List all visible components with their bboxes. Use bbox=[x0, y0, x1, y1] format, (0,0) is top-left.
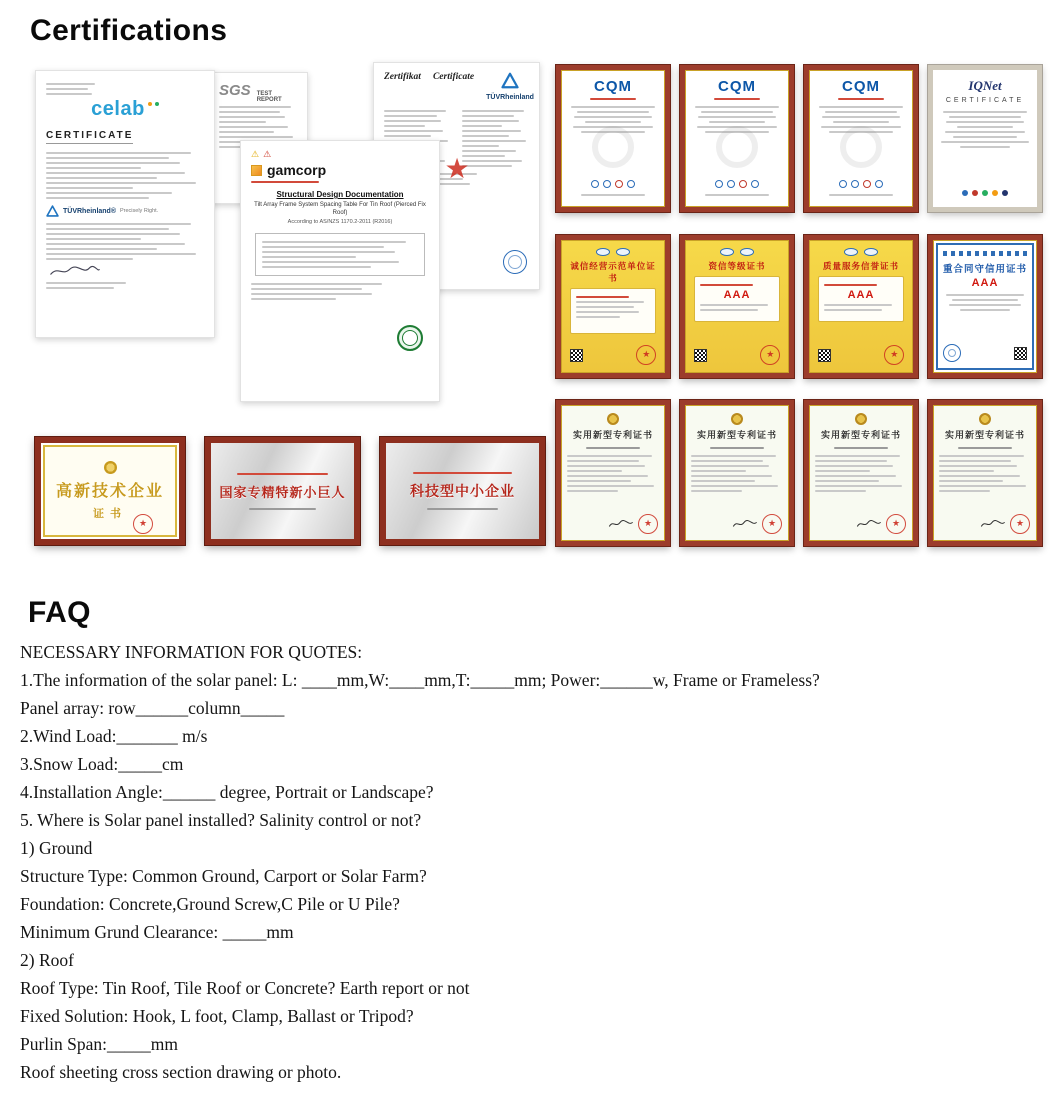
faq-line: 4.Installation Angle:______ degree, Portrait or Landscape? bbox=[20, 782, 434, 802]
certificate-cqm-1 bbox=[556, 65, 670, 212]
logo-dot-icon bbox=[603, 180, 611, 188]
round-stamp-icon bbox=[943, 344, 961, 362]
logo-oval-icon bbox=[740, 248, 754, 256]
qr-code bbox=[1014, 347, 1027, 360]
gamcorp-logo-text: gamcorp bbox=[267, 162, 327, 178]
celab-logo-text: celab bbox=[91, 98, 145, 120]
faq-line: Fixed Solution: Hook, L foot, Clamp, Ballast or Tripod? bbox=[20, 1006, 414, 1026]
text-line bbox=[586, 447, 639, 449]
sgs-logo: SGS bbox=[219, 82, 251, 99]
text-line bbox=[838, 98, 884, 100]
tuv-brand-row bbox=[46, 205, 204, 217]
logo-dot-icon bbox=[727, 180, 735, 188]
aaa-rating: AAA bbox=[723, 289, 751, 301]
cert-patent-2 bbox=[680, 400, 794, 546]
eco-certification-stamp-icon bbox=[397, 325, 423, 351]
tuv-tagline: Precisely Right. bbox=[120, 208, 159, 214]
issuer-logos bbox=[841, 248, 881, 256]
faq-line: Minimum Grund Clearance: _____mm bbox=[20, 922, 294, 942]
logo-dot-icon bbox=[627, 180, 635, 188]
iqnet-logo: IQNet bbox=[968, 78, 1002, 93]
gold-emblem-icon bbox=[104, 461, 117, 474]
faq-line: 2) Roof bbox=[20, 950, 74, 970]
patent-title: 实用新型专利证书 bbox=[820, 430, 901, 440]
round-stamp-icon bbox=[503, 250, 527, 274]
faq-line: Purlin Span:_____mm bbox=[20, 1034, 178, 1054]
red-seal-icon bbox=[638, 514, 658, 534]
red-seal-icon bbox=[886, 514, 906, 534]
national-emblem-icon bbox=[607, 413, 619, 425]
text-lines bbox=[943, 291, 1027, 314]
text-line bbox=[581, 194, 645, 196]
tuv-triangle-icon bbox=[501, 72, 519, 89]
watermark-seal-icon bbox=[840, 126, 882, 168]
cert-patent-1 bbox=[556, 400, 670, 546]
faq-line: NECESSARY INFORMATION FOR QUOTES: bbox=[20, 642, 363, 662]
cert-contract-credit bbox=[928, 235, 1042, 378]
text-lines bbox=[815, 452, 907, 495]
text-lines bbox=[939, 452, 1031, 495]
national-emblem-icon bbox=[731, 413, 743, 425]
accreditation-logos bbox=[589, 180, 637, 188]
logo-dot-icon bbox=[739, 180, 747, 188]
cert-quality-service-credit bbox=[804, 235, 918, 378]
logo-oval-icon bbox=[844, 248, 858, 256]
cert-integrity-demo-unit bbox=[556, 235, 670, 378]
logo-dot-icon bbox=[992, 190, 998, 196]
faq-line: Roof Type: Tin Roof, Tile Roof or Concrete? Earth report or not bbox=[20, 978, 470, 998]
test-report-heading: TEST REPORT bbox=[256, 91, 282, 103]
text-lines bbox=[251, 283, 393, 300]
text-lines bbox=[46, 282, 133, 289]
cert-patent-4 bbox=[928, 400, 1042, 546]
national-emblem-icon bbox=[855, 413, 867, 425]
text-lines bbox=[691, 452, 783, 495]
logo-dot-icon bbox=[615, 180, 623, 188]
certificate-heading: CERTIFICATE bbox=[46, 130, 133, 144]
logo-dot-icon bbox=[839, 180, 847, 188]
text-lines bbox=[700, 304, 774, 311]
logo-dot-icon bbox=[851, 180, 859, 188]
plaque-title: 科技型中小企业 bbox=[410, 483, 515, 499]
warning-icons bbox=[251, 150, 429, 159]
certificate-heading: CERTIFICATE bbox=[945, 97, 1025, 104]
gamcorp-logo-icon bbox=[251, 165, 262, 176]
celab-logo bbox=[46, 98, 204, 121]
signature-icon bbox=[46, 264, 104, 278]
faq-section bbox=[20, 596, 1032, 1086]
plaque-title: 高新技术企业 bbox=[55, 483, 164, 500]
logo-oval-icon bbox=[720, 248, 734, 256]
cqm-logo: CQM bbox=[842, 78, 880, 95]
red-seal-icon bbox=[884, 345, 904, 365]
patent-title: 实用新型专利证书 bbox=[696, 430, 777, 440]
qr-code bbox=[818, 349, 831, 362]
text-line bbox=[700, 284, 754, 286]
plaque-subtitle: 证书 bbox=[93, 508, 127, 520]
tuv-brand-text: TÜVRheinland bbox=[486, 94, 534, 101]
logo-oval-icon bbox=[596, 248, 610, 256]
faq-line: Structure Type: Common Ground, Carport or Solar Farm? bbox=[20, 866, 427, 886]
text-lines bbox=[46, 152, 204, 199]
signature-icon bbox=[732, 519, 758, 529]
text-line bbox=[590, 98, 636, 100]
faq-line: Panel array: row______column_____ bbox=[20, 698, 285, 718]
celab-certificate-doc bbox=[35, 70, 215, 338]
text-line bbox=[714, 98, 760, 100]
faq-line: Roof sheeting cross section drawing or photo. bbox=[20, 1062, 342, 1082]
text-lines bbox=[46, 83, 100, 95]
certificate-body bbox=[818, 276, 904, 322]
text-line bbox=[237, 473, 328, 475]
text-lines bbox=[576, 301, 650, 318]
gamcorp-design-doc bbox=[240, 140, 440, 402]
signature-icon bbox=[608, 519, 634, 529]
certificate-cqm-2 bbox=[680, 65, 794, 212]
logo-dot-icon bbox=[715, 180, 723, 188]
tagline-line bbox=[251, 181, 319, 183]
certificate-heading: Certificate bbox=[432, 72, 475, 82]
text-lines bbox=[567, 452, 659, 495]
certificate-body bbox=[570, 288, 656, 334]
cqm-logo: CQM bbox=[594, 78, 632, 95]
watermark-seal-icon bbox=[592, 126, 634, 168]
text-line bbox=[829, 194, 893, 196]
text-lines bbox=[262, 241, 418, 268]
cert-patent-3 bbox=[804, 400, 918, 546]
certificate-body bbox=[694, 276, 780, 322]
plaque-high-tech-enterprise bbox=[35, 437, 185, 545]
faq-line: 3.Snow Load:_____cm bbox=[20, 754, 184, 774]
red-seal-icon bbox=[760, 345, 780, 365]
text-line bbox=[834, 447, 887, 449]
patent-title: 实用新型专利证书 bbox=[572, 430, 653, 440]
faq-title: FAQ bbox=[28, 596, 91, 629]
text-line bbox=[576, 296, 630, 298]
certificate-cqm-3 bbox=[804, 65, 918, 212]
certifications-title: Certifications bbox=[30, 14, 228, 47]
certificate-title: 资信等级证书 bbox=[708, 261, 766, 271]
red-star-seal-icon bbox=[438, 150, 476, 188]
logo-dot-icon bbox=[982, 190, 988, 196]
logo-oval-icon bbox=[616, 248, 630, 256]
logo-dot-icon bbox=[751, 180, 759, 188]
spacing-table bbox=[255, 233, 425, 276]
red-seal-icon bbox=[636, 345, 656, 365]
logo-dot-icon bbox=[875, 180, 883, 188]
logo-dot-icon bbox=[863, 180, 871, 188]
red-seal-icon bbox=[762, 514, 782, 534]
national-emblem-icon bbox=[979, 413, 991, 425]
faq-line: 2.Wind Load:_______ m/s bbox=[20, 726, 208, 746]
qr-code bbox=[694, 349, 707, 362]
text-line bbox=[413, 472, 512, 474]
text-lines bbox=[46, 223, 204, 260]
aaa-rating: AAA bbox=[971, 277, 999, 289]
red-seal-icon bbox=[133, 514, 153, 534]
text-lines bbox=[824, 304, 898, 311]
issuer-logos bbox=[717, 248, 757, 256]
text-lines bbox=[939, 108, 1031, 151]
accreditation-logos bbox=[713, 180, 761, 188]
logo-dot-icon bbox=[148, 102, 152, 106]
issuer-logos bbox=[593, 248, 633, 256]
tuv-triangle-icon bbox=[46, 205, 59, 217]
aaa-rating: AAA bbox=[847, 289, 875, 301]
text-line bbox=[427, 508, 498, 510]
document-title: Structural Design Documentation bbox=[276, 190, 404, 199]
signature-icon bbox=[856, 519, 882, 529]
faq-line: 5. Where is Solar panel installed? Salinity control or not? bbox=[20, 810, 422, 830]
zertifikat-heading: Zertifikat bbox=[384, 72, 421, 82]
warning-triangle-icon bbox=[251, 150, 259, 159]
plaque-sme-tech bbox=[380, 437, 545, 545]
text-line bbox=[249, 508, 315, 510]
logo-dot-icon bbox=[591, 180, 599, 188]
red-seal-icon bbox=[1010, 514, 1030, 534]
certificate-title: 质量服务信誉证书 bbox=[822, 261, 899, 271]
logo-dot-icon bbox=[972, 190, 978, 196]
logo-dot-icon bbox=[1002, 190, 1008, 196]
border-pattern bbox=[943, 251, 1027, 256]
logo-oval-icon bbox=[864, 248, 878, 256]
certificate-iqnet bbox=[928, 65, 1042, 212]
signature-icon bbox=[980, 519, 1006, 529]
cert-credit-rating bbox=[680, 235, 794, 378]
plaque-title: 国家专精特新小巨人 bbox=[219, 484, 346, 500]
text-line bbox=[710, 447, 763, 449]
logo-dot-icon bbox=[962, 190, 968, 196]
gamcorp-logo bbox=[251, 162, 429, 178]
faq-line: 1) Ground bbox=[20, 838, 93, 858]
document-subtitle: Tilt Array Frame System Spacing Table For Tin Roof (Pierced Fix Roof) bbox=[254, 202, 426, 216]
accreditation-logos bbox=[837, 180, 885, 188]
certificate-title: 重合同守信用证书 bbox=[943, 264, 1028, 275]
text-line bbox=[958, 447, 1011, 449]
document-standard: According to AS/NZS 1170.2-2011 (R2016) bbox=[287, 218, 393, 225]
faq-line: 1.The information of the solar panel: L: ____mm,W:____mm,T:_____mm; Power:______w, Frame or Frameless? bbox=[20, 670, 820, 690]
tuv-brand-text: TÜVRheinland® bbox=[63, 207, 116, 215]
cqm-logo: CQM bbox=[718, 78, 756, 95]
certificate-title: 诚信经营示范单位证书 bbox=[570, 261, 656, 283]
text-line bbox=[824, 284, 878, 286]
watermark-seal-icon bbox=[716, 126, 758, 168]
text-line bbox=[705, 194, 769, 196]
plaque-little-giant bbox=[205, 437, 360, 545]
patent-title: 实用新型专利证书 bbox=[944, 430, 1025, 440]
partner-logos bbox=[960, 190, 1010, 196]
qr-code bbox=[570, 349, 583, 362]
tuv-logo-block bbox=[486, 72, 534, 101]
logo-dot-icon bbox=[155, 102, 159, 106]
faq-line: Foundation: Concrete,Ground Screw,C Pile or U Pile? bbox=[20, 894, 400, 914]
warning-triangle-icon bbox=[263, 150, 271, 159]
